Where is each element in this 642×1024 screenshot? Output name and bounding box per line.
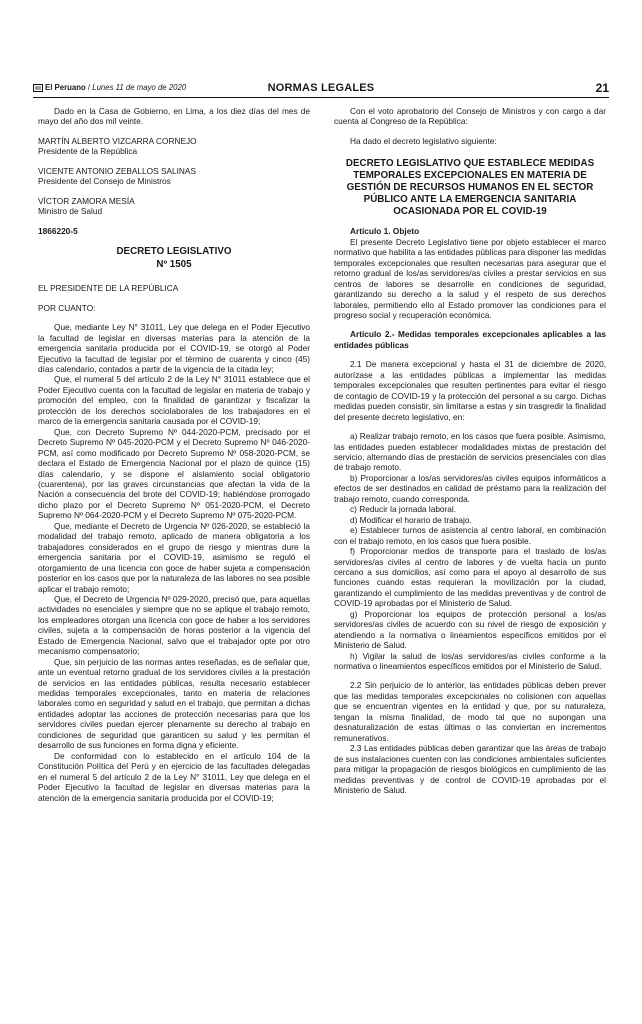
whereas-paragraph: Que, el numeral 5 del artículo 2 de la Ley N° 31011 establece que el Poder Ejecutivo cuenta con la facultad de legislar en materia de trabajo y promoción del empleo, con la finalidad de garantizar y fiscalizar la protección de los derechos sociolaborales de los trabajadores en el marco de la emergencia sanitaria causada por el COVID-19; [38,374,310,427]
measure-item: b) Proporcionar a los/as servidores/as civiles equipos informáticos a efectos de ser destinados en calidad de préstamo para la realización del trabajo remoto, cuando corresponda. [334,472,606,504]
signature-block [38,136,310,217]
decree-title: DECRETO LEGISLATIVO QUE ESTABLECE MEDIDAS TEMPORALES EXCEPCIONALES EN MATERIA DE GESTIÓN DE RECURSOS HUMANOS EN EL SECTOR PÚBLICO ANTE LA EMERGENCIA SANITARIA OCASIONADA POR EL COVID-19 [345,158,595,218]
article-1-title: Artículo 1. Objeto [350,226,420,237]
right-column [334,106,606,795]
measure-item: h) Vigilar la salud de los/as servidores/as civiles conforme a la normativa o lineamientos específicos emitidos por el Ministerio de Salud. [334,650,606,672]
document-code: 1866220-5 [38,225,78,236]
measure-item: a) Realizar trabajo remoto, en los casos que fuera posible. Asimismo, las entidades pueden establecer modalidades mixtas de prestación del servicio, alternando días de prestación de servicios presenciales con días de trabajo remoto. [334,431,606,473]
whereas-paragraph: Que, con Decreto Supremo Nº 044-2020-PCM, precisado por el Decreto Supremo Nº 045-2020-PCM y el Decreto Supremo Nº 046-2020-PCM, así como modificado por Decreto Supremo Nº 058-2020-PCM, se declara el Estado de Emergencia Nacional por el plazo de quince (15) días calendario, y se dispone el aislamiento social obligatorio (cuarentena), por las graves circunstancias que afectan la vida de la Nación a consecuencia del brote del COVID-19; habiéndose prorrogado dicho plazo por el Decreto Supremo Nº 051-2020-PCM, el Decreto Supremo Nº 064-2020-PCM y el Decreto Supremo Nº 075-2020-PCM. [38,426,310,521]
whereas-paragraph: Que, mediante Ley N° 31011, Ley que delega en el Poder Ejecutivo la facultad de legislar en diversas materias para la atención de la emergencia sanitaria producida por el COVID-19, se otorgó al Poder Ejecutivo la facultad de legislar por el término de cuarenta y cinco (45) días calendario, contados a partir de la vigencia de la citada ley; [38,322,310,374]
article-2-1: 2.1 De manera excepcional y hasta el 31 de diciembre de 2020, autorízase a las entidades públicas a implementar las medidas temporales excepcionales que resulten pertinentes para evitar el riesgo de contagio de COVID-19 y la protección del personal a su cargo. Dichas medidas pueden consistir, sin limitarse a estas y sin trasgredir la finalidad del presente decreto legislativo, en: [334,359,606,422]
section-title: NORMAS LEGALES [267,82,375,94]
signatory-name: MARTÍN ALBERTO VIZCARRA CORNEJO [38,135,197,146]
signatory-role: Presidente del Consejo de Ministros [38,176,171,187]
signatory-role: Presidente de la República [38,146,138,157]
article-2-2: 2.2 Sin perjuicio de lo anterior, las entidades públicas deben prever que las medidas temporales excepcionales no colisionen con aquellas que se encuentran vigentes en la entidad y que, por su naturaleza, tengan la misma finalidad, de modo tal que no supongan una desnaturalización de estas últimas o las conviertan en incrementos remunerativos. [334,680,606,743]
page-header [33,80,609,102]
header-left: El Peruano / Lunes 11 de mayo de 2020 [33,83,186,92]
measure-item: e) Establecer turnos de asistencia al centro laboral, en combinación con el trabajo remoto, en los casos que fuera posible. [334,525,606,546]
measure-item: f) Proporcionar medios de transporte para el traslado de los/as servidores/as civiles al centro de labores y de vuelta hacia un punto cercano a sus domicilios, así como para el apoyo al desarrollo de sus funciones cuando estas requieran la movilización por la ciudad, garantizando el cumplimiento de las medidas preventivas y de control de COVID-19 aprobadas por el Ministerio de Salud. [334,546,606,609]
article-2-title: Artículo 2.- Medidas temporales excepcionales aplicables a las entidades públicas [334,329,606,350]
por-cuanto-heading: POR CUANTO: [38,302,96,313]
whereas-paragraph: Que, sin perjuicio de las normas antes reseñadas, es de señalar que, ante un eventual retorno gradual de los servidores civiles a la prestación de servicios en las entidades públicas, resulta necesario establecer medidas temporales excepcionales, tanto en materia de relaciones laborales como en seguridad y salud en el trabajo, que permitan a dichas entidades adoptar las acciones de protección necesarias para que los servidores civiles puedan ejercer plenamente su derecho al trabajo en condiciones de seguridad que garanticen su salud y les permitan el desarrollo de sus funciones en forma digna y eficiente. [38,656,310,751]
enactment-paragraph: Ha dado el decreto legislativo siguiente: [350,135,497,146]
header-date: Lunes 11 de mayo de 2020 [92,83,187,92]
whereas-paragraph: De conformidad con lo establecido en el artículo 104 de la Constitución Política del Perú y en ejercicio de las facultades delegadas en el numeral 5 del artículo 2 de la Ley N° 31011, Ley que delega en el Poder Ejecutivo la facultad de legislar en diversas materias para la atención de la emergencia sanitaria producida por el COVID-19; [38,750,310,803]
article-2-3: 2.3 Las entidades públicas deben garantizar que las áreas de trabajo de sus instalaciones cuenten con las condiciones ambientales suficientes para mitigar la propagación de riesgos biológicos en cumplimiento de las medidas preventivas y de control de COVID-19 aprobadas por el Ministerio de Salud. [334,743,606,796]
page-number: 21 [595,81,609,95]
whereas-paragraph: Que, el Decreto de Urgencia Nº 029-2020, precisó que, para aquellas actividades no esenciales y siempre que no se aplique el trabajo remoto, los empleadores otorgan una licencia con goce de haber a los servidores civiles, sujeta a la compensación de horas posterior a la vigencia del Estado de Emergencia Nacional, salvo que el trabajador opte por otro mecanismo compensatorio; [38,593,310,657]
whereas-paragraph: Que, mediante el Decreto de Urgencia Nº 026-2020, se estableció la modalidad del trabajo remoto, aplicado de manera obligatoria a los trabajadores considerados en el grupo de riesgo y mientras dure la emergencia sanitaria por el COVID-19, asimismo se reguló el otorgamiento de una licencia con goce de haber sujeta a compensación posterior en los casos que por la naturaleza de las labores no sea posible aplicar el trabajo remoto; [38,520,310,594]
decree-number: Nº 1505 [156,258,192,270]
president-heading: EL PRESIDENTE DE LA REPÚBLICA [38,283,179,294]
newspaper-name: El Peruano [45,83,86,92]
signatory-name: VÍCTOR ZAMORA MESÍA [38,195,135,206]
decree-type: DECRETO LEGISLATIVO [116,246,232,258]
signatory-name: VICENTE ANTONIO ZEBALLOS SALINAS [38,165,196,176]
measure-item: d) Modificar el horario de trabajo. [350,514,472,525]
left-column [38,106,310,803]
article-1-text: El presente Decreto Legislativo tiene por objeto establecer el marco normativo que habilita a las entidades públicas para disponer las medidas temporales excepcionales que resulten necesarias para asegurar que el retorno gradual de los/as servidores/as civiles a prestar servicios en sus centros de labores se desarrolle en condiciones de seguridad, garantizando su derecho a la salud y el respeto de sus derechos laborales, permitiendo ello al Estado promover las condiciones para el progreso social y recuperación económica. [334,236,606,320]
approval-paragraph: Con el voto aprobatorio del Consejo de Ministros y con cargo a dar cuenta al Congreso de la República: [334,106,606,127]
decree-number-title [38,246,310,271]
measure-item: c) Reducir la jornada laboral. [350,504,457,515]
header-rule [33,97,609,98]
closing-paragraph: Dado en la Casa de Gobierno, en Lima, a los diez días del mes de mayo del año dos mil veinte. [38,106,310,127]
measure-item: g) Proporcionar los equipos de protección personal a los/as servidores/as civiles de acuerdo con su nivel de riesgo de exposición y atendiendo a la normativa o lineamientos específicos emitidos por el Ministerio de Salud. [334,608,606,651]
signatory-role: Ministro de Salud [38,206,103,217]
